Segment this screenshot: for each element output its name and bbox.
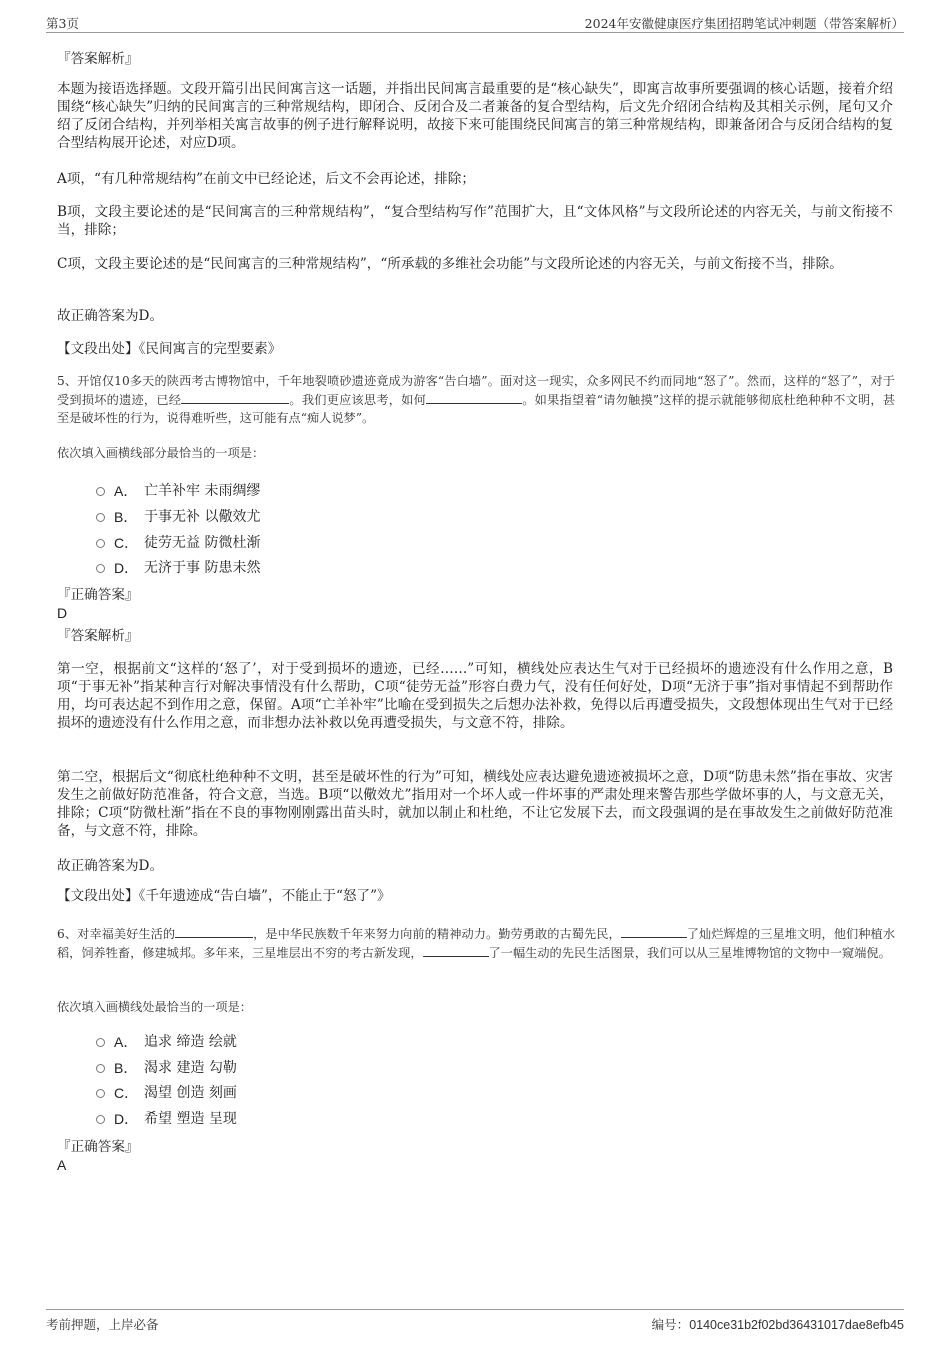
q5-analysis-label: 『答案解析』 [57, 628, 139, 644]
footer-code: 编号：0140ce31b2f02bd36431017dae8efb45 [651, 1317, 904, 1332]
q5-option-a[interactable]: A． 亡羊补牢 未雨绸缪 [96, 481, 260, 501]
radio-icon[interactable] [96, 539, 105, 548]
q5-option-b[interactable]: B． 于事无补 以儆效尤 [96, 507, 260, 527]
q6-answer: A [57, 1157, 67, 1173]
page-header [46, 12, 904, 33]
q5-option-d[interactable]: D． 无济于事 防患未然 [96, 558, 260, 578]
q5-conclusion: 故正确答案为D。 [57, 858, 164, 874]
q6-option-c[interactable]: C． 渴望 创造 刻画 [96, 1083, 237, 1103]
q6-option-d[interactable]: D． 希望 塑造 呈现 [96, 1109, 237, 1129]
q6-option-b[interactable]: B． 渴求 建造 勾勒 [96, 1058, 237, 1078]
blank-3 [423, 944, 489, 957]
blank-2 [426, 391, 522, 404]
document-title: 2024年安徽健康医疗集团招聘笔试冲刺题（带答案解析） [584, 16, 904, 31]
blank-1 [181, 391, 289, 404]
radio-icon[interactable] [96, 1038, 105, 1047]
page-number: 第3页 [46, 16, 79, 31]
prev-analysis-paragraph-4: C项，文段主要论述的是“民间寓言的三种常规结构”，“所承载的多维社会功能”与文段所论述的内容无关，与前文衔接不当，排除。 [57, 256, 843, 272]
q5-answer-label: 『正确答案』 [57, 587, 139, 603]
page-footer [46, 1309, 904, 1334]
blank-2 [621, 925, 687, 938]
q5-analysis-paragraph-1: 第一空，根据前文“这样的‘怒了’，对于受到损坏的遗迹，已经……”可知，横线处应表达生气对于已经损坏的遗迹没有什么作用之意，B项“于事无补”指某种言行对解决事情没有什么帮助，C项“徒劳无益”形容白费力气，没有任何好处，D项“无济于事”指对事情起不到帮助作用，均可表达起不到作用之意，保留。A项“亡羊补牢”比喻在受到损失之后想办法补救，免得以后再遭受损失，文段想体现出生气对于已经损坏的遗迹没有什么作用之意，而非想办法补救以免再遭受损失，与文意不符，排除。 [57, 661, 893, 731]
radio-icon[interactable] [96, 487, 105, 496]
radio-icon[interactable] [96, 564, 105, 573]
blank-1 [175, 925, 253, 938]
question-6-text: 6、对幸福美好生活的 ，是中华民族数千年来努力向前的精神动力。勤劳勇敢的古蜀先民， 了灿烂辉煌的三星堆文明，他们种植水稻，饲养牲畜，修建城邦。多年来，三星堆层出不穷的考古新发现， 了一幅生动的先民生活图景，我们可以从三星堆博物馆的文物中一窥端倪。 [57, 927, 896, 960]
radio-icon[interactable] [96, 1115, 105, 1124]
prev-conclusion: 故正确答案为D。 [57, 308, 164, 324]
question-5-text: 5、开馆仅10多天的陕西考古博物馆中，千年地裂喷砂遗迹竟成为游客“告白墙”。面对这一现实，众多网民不约而同地“怒了”。然而，这样的“怒了”，对于受到损坏的遗迹，已经 。我们更应该思考，如何 。如果指望着“请勿触摸”这样的提示就能够彻底杜绝种种不文明，甚至是破坏性的行为，说得难听些，这可能有点“痴人说梦”。 [57, 374, 896, 425]
question-6-prompt: 依次填入画横线处最恰当的一项是： [57, 1000, 252, 1014]
prev-source: 【文段出处】《民间寓言的完型要素》 [57, 341, 282, 357]
prev-analysis-paragraph-2: A项，“有几种常规结构”在前文中已经论述，后文不会再论述，排除； [57, 171, 475, 187]
q5-analysis-paragraph-2: 第二空，根据后文“彻底杜绝种种不文明，甚至是破坏性的行为”可知，横线处应表达避免遗迹被损坏之意，D项“防患未然”指在事故、灾害发生之前做好防范准备，符合文意，当选。B项“以儆效尤”指用对一个坏人或一件坏事的严肃处理来警告那些学做坏事的人，与文意无关，排除；C项“防微杜渐”指在不良的事物刚刚露出苗头时，就加以制止和杜绝，不让它发展下去，而文段强调的是在事故发生之前做好防范准备，与文意不符，排除。 [57, 769, 893, 839]
footer-slogan: 考前押题，上岸必备 [46, 1317, 159, 1332]
q5-option-c[interactable]: C． 徒劳无益 防微杜渐 [96, 533, 260, 553]
q6-answer-label: 『正确答案』 [57, 1139, 139, 1155]
question-5-prompt: 依次填入画横线部分最恰当的一项是： [57, 446, 265, 460]
prev-analysis-paragraph-3: B项，文段主要论述的是“民间寓言的三种常规结构”，“复合型结构写作”范围扩大，且“文体风格”与文段所论述的内容无关，与前文衔接不当，排除； [57, 204, 893, 238]
q5-source: 【文段出处】《千年遗迹成“告白墙”，不能止于“怒了”》 [57, 888, 391, 904]
q5-answer: D [57, 605, 68, 621]
prev-analysis-label: 『答案解析』 [57, 51, 139, 67]
radio-icon[interactable] [96, 513, 105, 522]
radio-icon[interactable] [96, 1089, 105, 1098]
radio-icon[interactable] [96, 1064, 105, 1073]
q6-option-a[interactable]: A． 追求 缔造 绘就 [96, 1032, 237, 1052]
prev-analysis-paragraph-1: 本题为接语选择题。文段开篇引出民间寓言这一话题，并指出民间寓言最重要的是“核心缺失”，即寓言故事所要强调的核心话题，接着介绍围绕“核心缺失”归纳的民间寓言的三种常规结构，即闭合、反闭合及二者兼备的复合型结构，后文先介绍闭合结构及其相关示例，尾句又介绍了反闭合结构，并列举相关寓言故事的例子进行解释说明，故接下来可能围绕民间寓言的第三种常规结构，即兼备闭合与反闭合结构的复合型结构展开论述，对应D项。 [57, 81, 893, 151]
